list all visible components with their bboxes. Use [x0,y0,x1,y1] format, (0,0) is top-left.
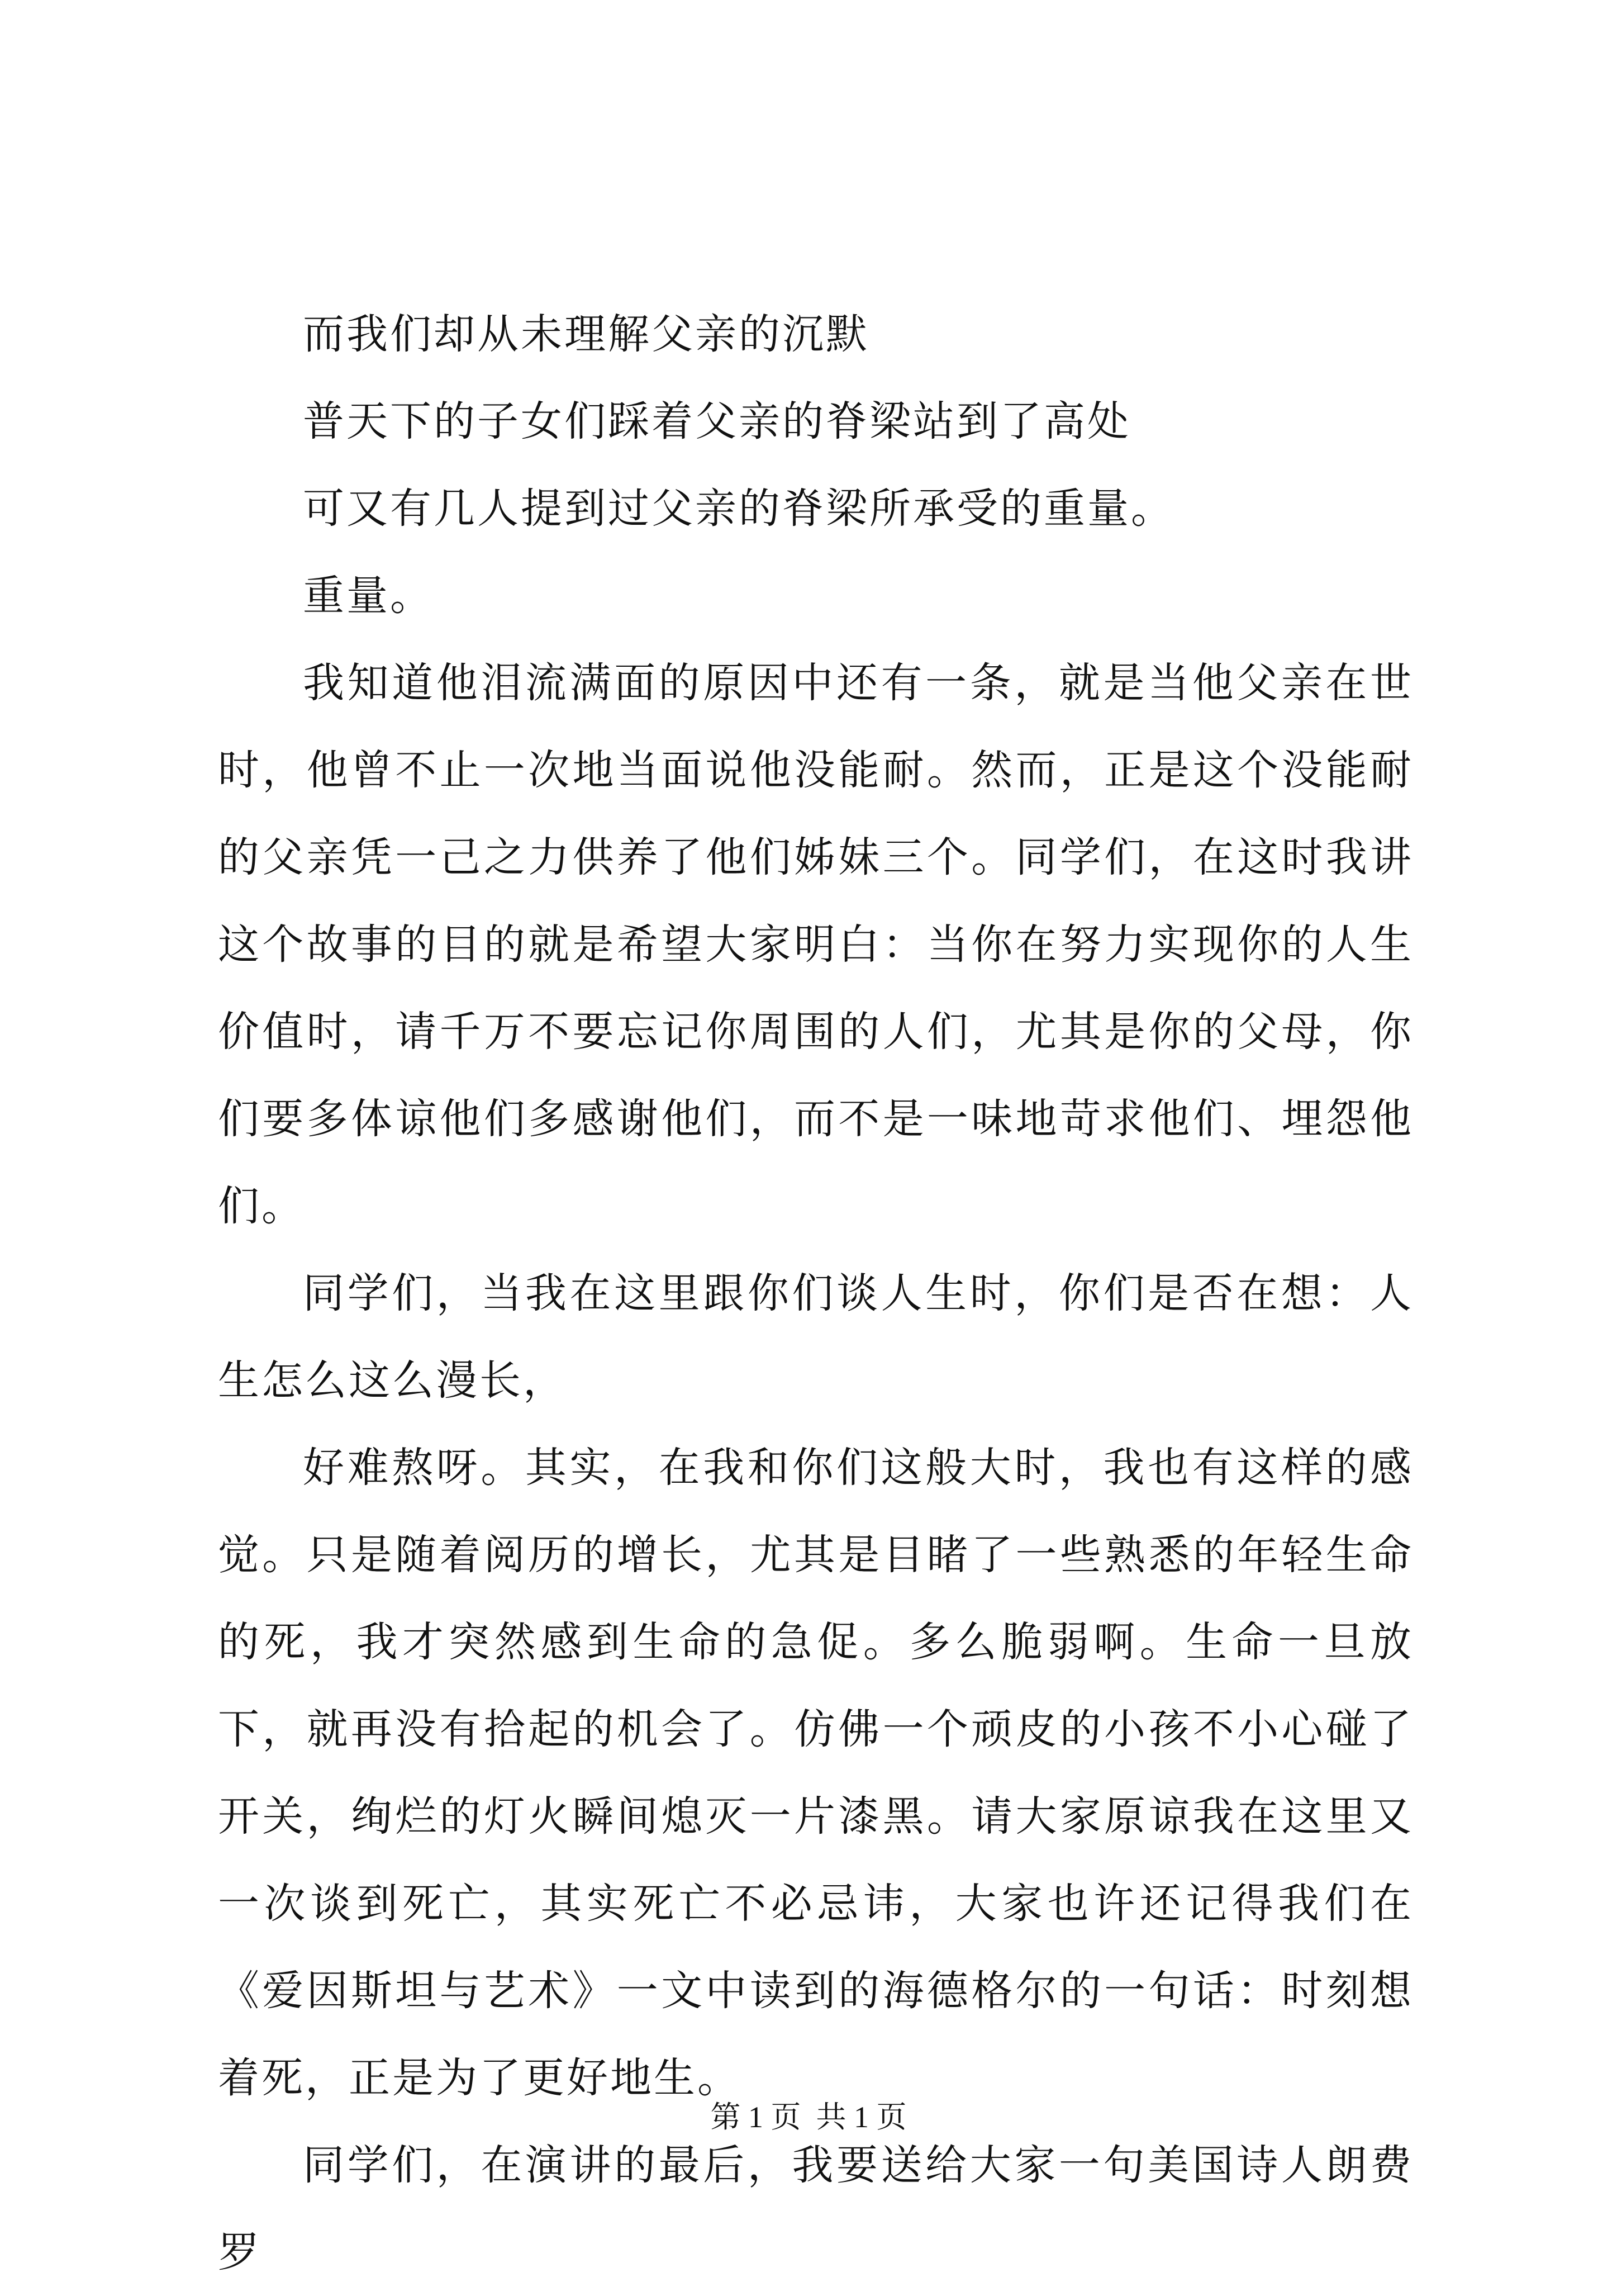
paragraph: 普天下的子女们踩着父亲的脊梁站到了高处 [303,397,1131,445]
page-number-label: 第 1 页 共 1 页 [710,2100,907,2134]
paragraph: 我知道他泪流满面的原因中还有一条，就是当他父亲在世时，他曾不止一次地当面说他没能耐。然而，正是这个没能耐的父亲凭一己之力供养了他们姊妹三个。同学们，在这时我讲这个故事的目的就是希望大家明白：当你在努力实现你的人生价值时，请千万不要忘记你周围的人们，尤其是你的父母，你们要多体谅他们多感谢他们，而不是一味地苛求他们、埋怨他们。 [218,659,1414,1230]
paragraph: 而我们却从未理解父亲的沉默 [303,310,869,358]
paragraph: 重量。 [303,572,434,620]
page-footer [0,2093,1617,2136]
paragraph: 可又有几人提到过父亲的脊梁所承受的重量。 [303,485,1174,533]
paragraph: 好难熬呀。其实，在我和你们这般大时，我也有这样的感觉。只是随着阅历的增长，尤其是目睹了一些熟悉的年轻生命的死，我才突然感到生命的急促。多么脆弱啊。生命一旦放下，就再没有拾起的机会了。仿佛一个顽皮的小孩不小心碰了开关，绚烂的灯火瞬间熄灭一片漆黑。请大家原谅我在这里又一次谈到死亡，其实死亡不必忌讳，大家也许还记得我们在《爱因斯坦与艺术》一文中读到的海德格尔的一句话：时刻想着死，正是为了更好地生。 [218,1444,1414,2102]
paragraph: 同学们，当我在这里跟你们谈人生时，你们是否在想：人生怎么这么漫长， [218,1269,1414,1405]
paragraph: 同学们，在演讲的最后，我要送给大家一句美国诗人朗费罗 [218,2141,1414,2276]
document-body [218,291,1414,2296]
